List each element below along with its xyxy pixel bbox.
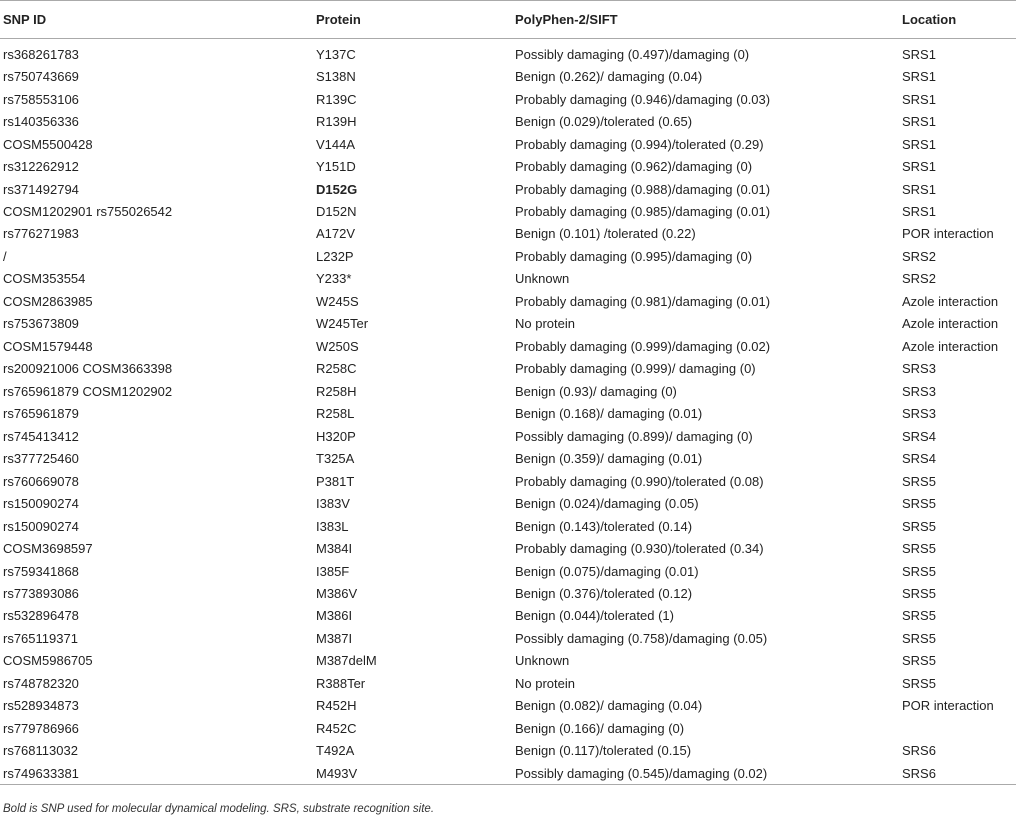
cell-polyphen-sift: Probably damaging (0.962)/damaging (0)	[515, 159, 753, 175]
cell-location	[899, 717, 1016, 739]
cell-polyphen-sift: Probably damaging (0.981)/damaging (0.01)	[515, 293, 771, 309]
cell-polyphen-sift: Probably damaging (0.999)/damaging (0.02)	[515, 338, 771, 354]
cell-location: SRS2	[902, 271, 936, 287]
cell-snp-id: rs368261783	[3, 46, 79, 62]
table-row	[0, 335, 1016, 357]
table-row	[0, 650, 1016, 672]
cell-protein: S138N	[316, 69, 356, 85]
cell-snp-id: rs765119371	[3, 630, 78, 646]
cell-location: SRS5	[902, 608, 936, 624]
cell-protein: I383V	[316, 496, 350, 512]
cell-polyphen-sift: No protein	[515, 675, 575, 691]
cell-protein: R452H	[316, 698, 357, 714]
cell-snp-id: rs760669078	[3, 473, 79, 489]
cell-protein: R388Ter	[316, 675, 366, 691]
cell-polyphen-sift: Benign (0.93)/ damaging (0)	[515, 383, 677, 399]
cell-location: SRS1	[902, 114, 936, 130]
cell-protein: M493V	[316, 765, 358, 781]
cell-polyphen-sift: Probably damaging (0.985)/damaging (0.01)	[515, 204, 771, 220]
cell-snp-id: rs748782320	[3, 675, 79, 691]
cell-polyphen-sift: Possibly damaging (0.899)/ damaging (0)	[515, 428, 753, 444]
header-protein: Protein	[316, 12, 361, 27]
cell-polyphen-sift: Benign (0.029)/tolerated (0.65)	[515, 114, 693, 130]
cell-location: SRS6	[902, 765, 936, 781]
cell-protein: W245S	[316, 293, 359, 309]
cell-snp-id: COSM3698597	[3, 541, 93, 557]
table-row	[0, 515, 1016, 537]
table-footnote: Bold is SNP used for molecular dynamical modeling. SRS, substrate recognition site.	[3, 803, 435, 815]
cell-location: SRS3	[902, 383, 936, 399]
table-row	[0, 88, 1016, 110]
cell-protein: R452C	[316, 720, 357, 736]
cell-snp-id: rs377725460	[3, 451, 79, 467]
cell-location: Azole interaction	[902, 293, 999, 309]
cell-snp-id: rs765961879 COSM1202902	[3, 383, 173, 399]
cell-location: SRS2	[902, 248, 936, 264]
cell-polyphen-sift: Benign (0.376)/tolerated (0.12)	[515, 585, 693, 601]
cell-protein: M386I	[316, 608, 353, 624]
table-row	[0, 537, 1016, 559]
cell-snp-id: rs753673809	[3, 316, 79, 332]
table-header-row	[0, 1, 1016, 39]
cell-snp-id: rs532896478	[3, 608, 79, 624]
cell-protein: Y233*	[316, 271, 352, 287]
header-location: Location	[902, 12, 957, 27]
table-row	[0, 582, 1016, 604]
cell-polyphen-sift: Benign (0.359)/ damaging (0.01)	[515, 451, 703, 467]
cell-location: SRS1	[902, 91, 936, 107]
cell-polyphen-sift: Probably damaging (0.994)/tolerated (0.29)	[515, 136, 764, 152]
cell-snp-id: rs776271983	[3, 226, 79, 242]
cell-snp-id: rs140356336	[3, 114, 79, 130]
cell-protein: L232P	[316, 248, 354, 264]
table-row	[0, 470, 1016, 492]
cell-location: SRS3	[902, 406, 936, 422]
cell-protein: P381T	[316, 473, 355, 489]
table-row	[0, 133, 1016, 155]
cell-protein: M387I	[316, 630, 353, 646]
cell-snp-id: rs371492794	[3, 181, 79, 197]
cell-protein: Y151D	[316, 159, 356, 175]
cell-protein: R258C	[316, 361, 357, 377]
cell-protein: M386V	[316, 585, 358, 601]
cell-snp-id: COSM5500428	[3, 136, 93, 152]
cell-protein: M384I	[316, 541, 353, 557]
cell-snp-id: COSM5986705	[3, 653, 93, 669]
cell-location: SRS1	[902, 46, 936, 62]
cell-snp-id: COSM1579448	[3, 338, 93, 354]
table-row	[0, 313, 1016, 335]
cell-location: SRS1	[902, 204, 936, 220]
cell-protein: R258H	[316, 383, 357, 399]
table-row	[0, 627, 1016, 649]
table-row	[0, 605, 1016, 627]
cell-protein: I383L	[316, 518, 349, 534]
cell-location: Azole interaction	[902, 338, 999, 354]
table-body	[0, 39, 1016, 785]
cell-polyphen-sift: Possibly damaging (0.758)/damaging (0.05)	[515, 630, 768, 646]
cell-snp-id: rs745413412	[3, 428, 79, 444]
cell-polyphen-sift: Probably damaging (0.995)/damaging (0)	[515, 248, 753, 264]
table-row	[0, 560, 1016, 582]
table-row	[0, 447, 1016, 469]
cell-location: SRS5	[902, 496, 936, 512]
cell-protein: R139H	[316, 114, 357, 130]
cell-location: SRS3	[902, 361, 936, 377]
cell-protein: W250S	[316, 338, 359, 354]
table-row	[0, 290, 1016, 312]
cell-snp-id: rs528934873	[3, 698, 79, 714]
cell-snp-id: rs749633381	[3, 765, 79, 781]
cell-protein: D152N	[316, 204, 357, 220]
cell-polyphen-sift: Probably damaging (0.988)/damaging (0.01)	[515, 181, 771, 197]
table-row	[0, 403, 1016, 425]
cell-snp-id: rs765961879	[3, 406, 79, 422]
cell-location: SRS1	[902, 69, 936, 85]
cell-location: SRS5	[902, 653, 936, 669]
table-row	[0, 223, 1016, 245]
table-row	[0, 268, 1016, 290]
cell-polyphen-sift: Benign (0.143)/tolerated (0.14)	[515, 518, 693, 534]
cell-location: SRS4	[902, 428, 936, 444]
cell-snp-id: rs759341868	[3, 563, 79, 579]
cell-protein: T492A	[316, 743, 355, 759]
cell-location: SRS1	[902, 159, 936, 175]
cell-protein: Y137C	[316, 46, 356, 62]
cell-polyphen-sift: Benign (0.075)/damaging (0.01)	[515, 563, 699, 579]
cell-polyphen-sift: Benign (0.044)/tolerated (1)	[515, 608, 674, 624]
cell-protein: T325A	[316, 451, 355, 467]
cell-polyphen-sift: Possibly damaging (0.545)/damaging (0.02)	[515, 765, 768, 781]
cell-snp-id: COSM353554	[3, 271, 86, 287]
cell-snp-id: rs200921006 COSM3663398	[3, 361, 173, 377]
cell-protein: W245Ter	[316, 316, 369, 332]
cell-protein: A172V	[316, 226, 356, 242]
cell-location: SRS5	[902, 541, 936, 557]
cell-polyphen-sift: Possibly damaging (0.497)/damaging (0)	[515, 46, 750, 62]
table-row	[0, 65, 1016, 87]
table-row	[0, 380, 1016, 402]
cell-protein: D152G	[316, 181, 358, 197]
table-row	[0, 39, 1016, 66]
cell-polyphen-sift: Benign (0.117)/tolerated (0.15)	[515, 743, 692, 759]
table-row	[0, 762, 1016, 785]
cell-snp-id: rs750743669	[3, 69, 79, 85]
cell-location: POR interaction	[902, 698, 994, 714]
cell-snp-id: COSM2863985	[3, 293, 93, 309]
cell-polyphen-sift: Benign (0.262)/ damaging (0.04)	[515, 69, 703, 85]
table-row	[0, 358, 1016, 380]
cell-location: SRS5	[902, 630, 936, 646]
table-row	[0, 110, 1016, 132]
cell-polyphen-sift: Probably damaging (0.930)/tolerated (0.34)	[515, 541, 764, 557]
cell-snp-id: rs150090274	[3, 518, 79, 534]
cell-protein: R258L	[316, 406, 355, 422]
header-snp-id: SNP ID	[3, 12, 47, 27]
cell-protein: R139C	[316, 91, 357, 107]
cell-location: Azole interaction	[902, 316, 999, 332]
cell-location: SRS1	[902, 181, 936, 197]
cell-snp-id: /	[3, 248, 7, 264]
cell-polyphen-sift: Unknown	[515, 271, 570, 287]
table-row	[0, 672, 1016, 694]
cell-protein: I385F	[316, 563, 350, 579]
table-row	[0, 717, 1016, 739]
cell-snp-id: rs312262912	[3, 159, 79, 175]
cell-polyphen-sift: Benign (0.082)/ damaging (0.04)	[515, 698, 703, 714]
cell-location: SRS5	[902, 518, 936, 534]
cell-location: SRS6	[902, 743, 936, 759]
cell-location: SRS5	[902, 675, 936, 691]
table-row	[0, 492, 1016, 514]
cell-location: SRS5	[902, 473, 936, 489]
cell-location: POR interaction	[902, 226, 994, 242]
cell-protein: M387delM	[316, 653, 377, 669]
table-row	[0, 740, 1016, 762]
cell-snp-id: rs150090274	[3, 496, 79, 512]
cell-snp-id: rs768113032	[3, 743, 78, 759]
cell-protein: H320P	[316, 428, 356, 444]
cell-snp-id: rs779786966	[3, 720, 79, 736]
cell-polyphen-sift: No protein	[515, 316, 575, 332]
header-polyphen-sift: PolyPhen-2/SIFT	[515, 12, 618, 27]
cell-polyphen-sift: Benign (0.166)/ damaging (0)	[515, 720, 685, 736]
cell-protein: V144A	[316, 136, 356, 152]
table-row	[0, 155, 1016, 177]
cell-polyphen-sift: Benign (0.024)/damaging (0.05)	[515, 496, 699, 512]
cell-snp-id: rs758553106	[3, 91, 79, 107]
table-row	[0, 695, 1016, 717]
cell-location: SRS5	[902, 585, 936, 601]
table-row	[0, 425, 1016, 447]
cell-location: SRS5	[902, 563, 936, 579]
cell-snp-id: rs773893086	[3, 585, 79, 601]
table-row	[0, 178, 1016, 200]
cell-polyphen-sift: Benign (0.168)/ damaging (0.01)	[515, 406, 703, 422]
cell-polyphen-sift: Probably damaging (0.990)/tolerated (0.08)	[515, 473, 764, 489]
cell-polyphen-sift: Probably damaging (0.946)/damaging (0.03)	[515, 91, 771, 107]
cell-polyphen-sift: Unknown	[515, 653, 570, 669]
cell-location: SRS1	[902, 136, 936, 152]
table-row	[0, 200, 1016, 222]
cell-location: SRS4	[902, 451, 936, 467]
cell-polyphen-sift: Benign (0.101) /tolerated (0.22)	[515, 226, 696, 242]
cell-snp-id: COSM1202901 rs755026542	[3, 204, 173, 220]
cell-polyphen-sift: Probably damaging (0.999)/ damaging (0)	[515, 361, 756, 377]
table-row	[0, 245, 1016, 267]
